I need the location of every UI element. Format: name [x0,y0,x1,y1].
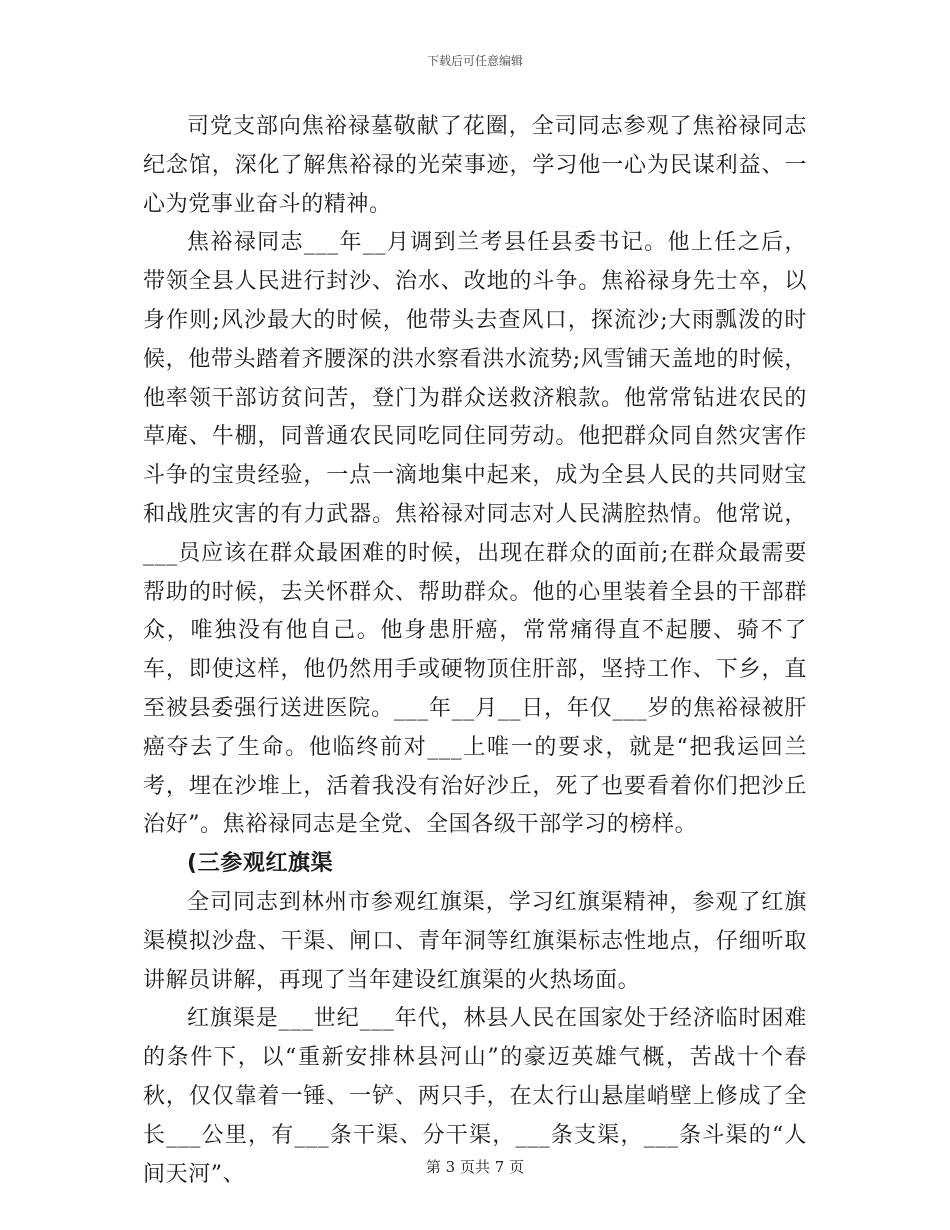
paragraph-canal-visit: 全司同志到林州市参观红旗渠，学习红旗渠精神，参观了红旗渠模拟沙盘、干渠、闸口、青年洞等红旗渠标志性地点，仔细听取讲解员讲解，再现了当年建设红旗渠的火热场面。 [143,889,807,993]
paragraph-canal-history: 红旗渠是___世纪___年代，林县人民在国家处于经济临时困难的条件下，以“重新安排林县河山”的豪迈英雄气概，苦战十个春秋，仅仅靠着一锤、一铲、两只手，在太行山悬崖峭壁上修成了全长___公里，有___条干渠、分干渠，___条支渠，___条斗渠的“人间天河”、 [143,1006,807,1187]
paragraph-jiao-yulu-story: 焦裕禄同志___年__月调到兰考县任县委书记。他上任之后，带领全县人民进行封沙、治水、改地的斗争。焦裕禄身先士卒，以身作则;风沙最大的时候，他带头去查风口，探流沙;大雨瓢泼的时候，他带头踏着齐腰深的洪水察看洪水流势;风雪铺天盖地的时候，他率领干部访贫问苦，登门为群众送救济粮款。他常常钻进农民的草庵、牛棚，同普通农民同吃同住同劳动。他把群众同自然灾害作斗争的宝贵经验，一点一滴地集中起来，成为全县人民的共同财宝和战胜灾害的有力武器。焦裕禄对同志对人民满腔热情。他常说，___员应该在群众最困难的时候，出现在群众的面前;在群众最需要帮助的时候，去关怀群众、帮助群众。他的心里装着全县的干部群众，唯独没有他自己。他身患肝癌，常常痛得直不起腰、骑不了车，即使这样，他仍然用手或硬物顶住肝部，坚持工作、下乡，直至被县委强行送进医院。___年__月__日，年仅___岁的焦裕禄被肝癌夺去了生命。他临终前对___上唯一的要求，就是“把我运回兰考，埋在沙堆上，活着我没有治好沙丘，死了也要看着你们把沙丘治好”。焦裕禄同志是全党、全国各级干部学习的榜样。 [143,230,807,838]
section-heading-red-flag-canal: (三参观红旗渠 [187,851,334,877]
page-footer: 第 3 页共 7 页 [425,1158,525,1176]
page-header: 下载后可任意编辑 [426,54,523,68]
paragraph-memorial-visit: 司党支部向焦裕禄墓敬献了花圈，全司同志参观了焦裕禄同志纪念馆，深化了解焦裕禄的光荣事迹，学习他一心为民谋利益、一心为党事业奋斗的精神。 [143,114,807,217]
document-body [143,108,807,1194]
